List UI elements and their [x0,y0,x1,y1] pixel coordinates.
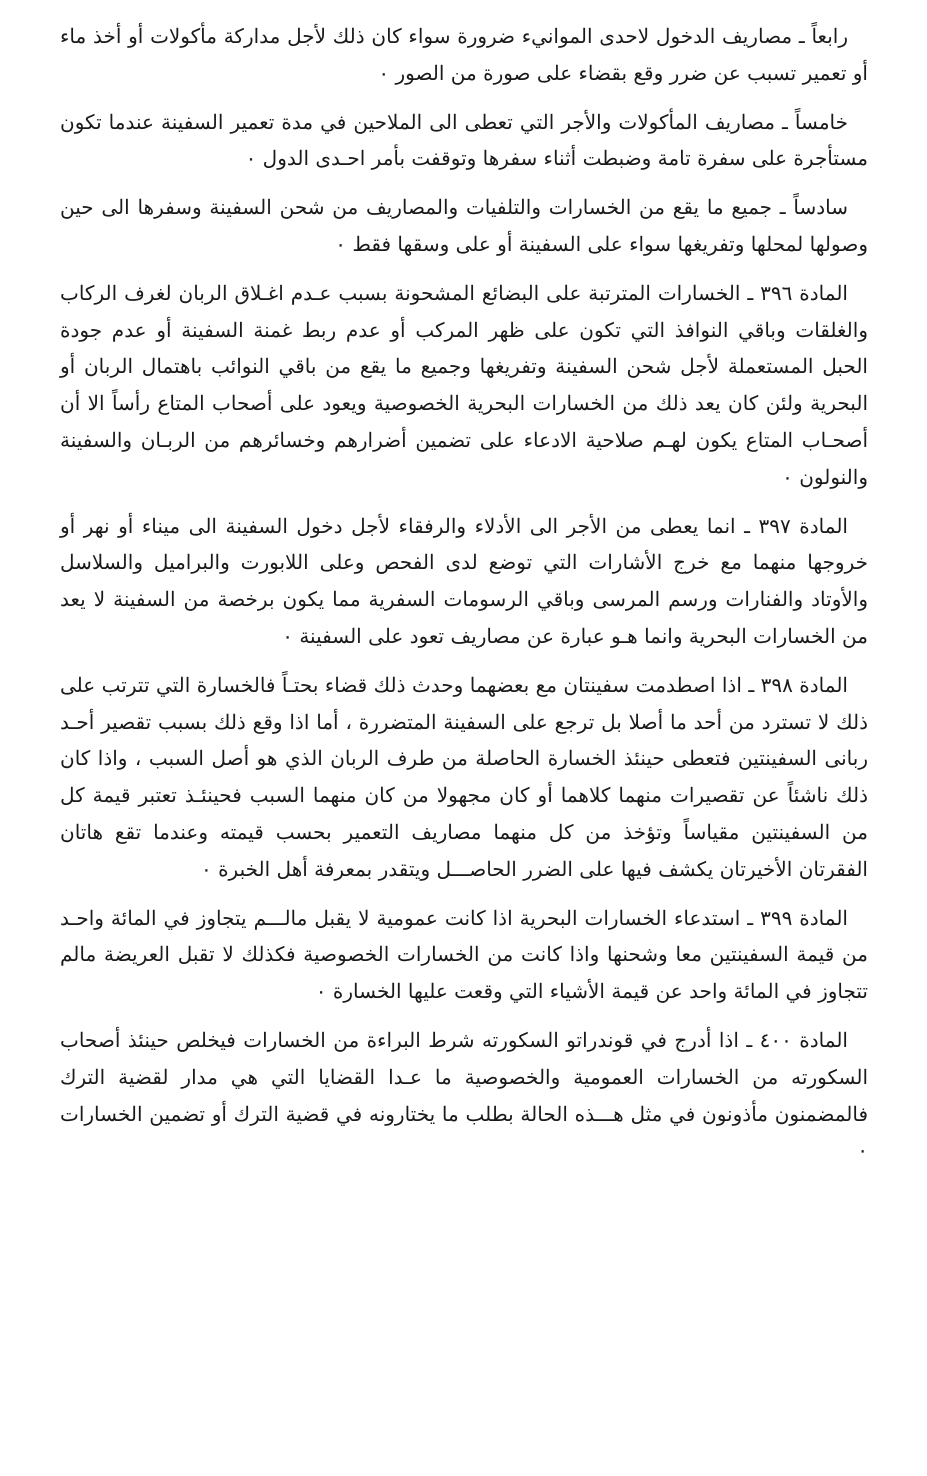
document-page [60,18,868,1169]
article-396: المادة ٣٩٦ ـ الخسارات المترتبة على البضائع المشحونة بسبب عـدم اغـلاق الربان لغرف الركاب والغلقات وباقي النوافذ التي تكون على ظهر المركب أو عدم ربط غمنة السفينة أو عدم جودة الحبل المستعملة لأجل شحن السفينة وتفريغها وجميع ما يقع من باقي النوائب باهتمال الربان أو البحرية ولئن كان يعد ذلك من الخسارات البحرية الخصوصية ويعود على أصحاب المتاع رأساً الا أن أصحـاب المتاع يكون لهـم صلاحية الادعاء على تضمين أضرارهم وخسائرهم من الربـان والسفينة والنولون ٠ [60,280,868,489]
paragraph-fifth-expense: خامساً ـ مصاريف المأكولات والأجر التي تعطى الى الملاحين في مدة تعمير السفينة عندما تكون مستأجرة على سفرة تامة وضبطت أثناء سفرها وتوقفت بأمر احـدى الدول ٠ [60,109,868,171]
paragraph-sixth-expense: سادساً ـ جميع ما يقع من الخسارات والتلفيات والمصاريف من شحن السفينة وسفرها الى حين وصولها لمحلها وتفريغها سواء على السفينة أو على وسقها فقط ٠ [60,195,868,256]
article-398: المادة ٣٩٨ ـ اذا اصطدمت سفينتان مع بعضهما وحدث ذلك قضاء بحتـاً فالخسارة التي تترتب على ذلك لا تسترد من أحد ما أصلا بل ترجع على السفينة المتضررة ، أما اذا وقع ذلك بسبب تقصير أحـد ربانى السفينتين فتعطى حينئذ الخسارة الحاصلة من طرف الربان الذي هو أصل السبب ، واذا كان ذلك ناشئاً عن تقصيرات منهما كلاهما أو كان مجهولا من كان منهما السبب فحينئـذ تعتبر قيمة كل من السفينتين مقياساً وتؤخذ من كل منهما مصاريف التعمير بحسب قيمته وعندما تقع هاتان الفقرتان الأخيرتان يكشف فيها على الضرر الحاصـــل ويتقدر بمعرفة أهل الخبرة ٠ [60,672,868,881]
paragraph-fourth-expense: رابعاً ـ مصاريف الدخول لاحدى الموانيء ضرورة سواء كان ذلك لأجل مداركة مأكولات أو أخذ ماء أو تعمير تسبب عن ضرر وقع بقضاء على صورة من الصور ٠ [60,24,868,85]
article-399: المادة ٣٩٩ ـ استدعاء الخسارات البحرية اذا كانت عمومية لا يقبل مالـــم يتجاوز في المائة واحـد من قيمة السفينتين معا وشحنها واذا كانت من الخسارات الخصوصية فكذلك لا تقبل العريضة مالم تتجاوز في المائة واحد عن قيمة الأشياء التي وقعت عليها الخسارة ٠ [60,905,868,1004]
article-400: المادة ٤٠٠ ـ اذا أدرج في قوندراتو السكورته شرط البراءة من الخسارات فيخلص حينئذ أصحاب السكورته من الخسارات العمومية والخصوصية ما عـدا القضايا التي هي مدار لقضية الترك فالمضمنون مأذونون في مثل هـــذه الحالة بطلب ما يختارونه في قضية الترك أو تضمين الخسارات ٠ [60,1027,868,1163]
article-397: المادة ٣٩٧ ـ انما يعطى من الأجر الى الأدلاء والرفقاء لأجل دخول السفينة الى ميناء أو نهر أو خروجها منهما مع خرج الأشارات التي توضع لدى الفحص وعلى اللابورت والبراميل والسلاسل والأوتاد والفنارات ورسم المرسى وباقي الرسومات السفرية مما يكون برخصة من السفينة لا يعد من الخسارات البحرية وانما هـو عبارة عن مصاريف تعود على السفينة ٠ [60,513,868,648]
